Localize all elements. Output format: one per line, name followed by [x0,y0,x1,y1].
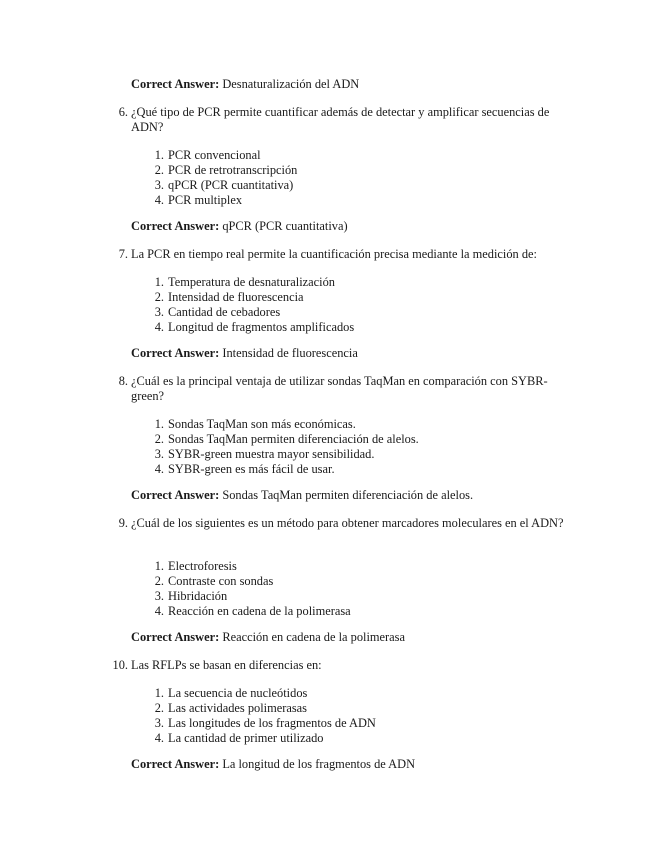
option-number: 1. [154,686,164,700]
option-text: Cantidad de cebadores [168,305,281,319]
answer-label: Correct Answer: [131,346,220,360]
question-text: ¿Qué tipo de PCR permite cuantificar además de detectar y amplificar secuencias de ADN? [131,105,550,134]
question-8 [100,374,570,404]
option-item [148,193,297,208]
option-text: Las longitudes de los fragmentos de ADN [168,716,376,730]
option-item [148,574,351,589]
option-text: Intensidad de fluorescencia [168,290,304,304]
option-text: Sondas TaqMan son más económicas. [168,417,356,431]
question-text: ¿Cuál es la principal ventaja de utilizar sondas TaqMan en comparación con SYBR-green? [131,374,548,403]
correct-answer-prev [131,77,359,92]
option-number: 4. [154,193,164,207]
option-item [148,417,419,432]
option-number: 2. [154,701,164,715]
option-number: 3. [154,716,164,730]
option-number: 2. [154,432,164,446]
question-7 [100,247,570,262]
option-number: 1. [154,275,164,289]
option-text: Longitud de fragmentos amplificados [168,320,355,334]
option-number: 4. [154,462,164,476]
answer-text: La longitud de los fragmentos de ADN [222,757,416,771]
option-text: qPCR (PCR cuantitativa) [168,178,294,192]
option-item [148,275,354,290]
option-item [148,559,351,574]
answer-text: Reacción en cadena de la polimerasa [222,630,405,644]
option-number: 1. [154,148,164,162]
option-item [148,701,376,716]
option-number: 4. [154,320,164,334]
option-number: 2. [154,163,164,177]
question-text: La PCR en tiempo real permite la cuantificación precisa mediante la medición de: [131,247,537,261]
option-text: Sondas TaqMan permiten diferenciación de alelos. [168,432,419,446]
question-number: 8. [118,374,128,388]
answer-text: Sondas TaqMan permiten diferenciación de alelos. [222,488,474,502]
answer-label: Correct Answer: [131,488,220,502]
answer-text: qPCR (PCR cuantitativa) [222,219,348,233]
question-number: 9. [118,516,128,530]
option-item [148,716,376,731]
correct-answer-9 [131,630,405,645]
answer-text: Intensidad de fluorescencia [222,346,358,360]
option-text: SYBR-green muestra mayor sensibilidad. [168,447,375,461]
question-text: ¿Cuál de los siguientes es un método para obtener marcadores moleculares en el ADN? [131,516,564,530]
option-number: 1. [154,417,164,431]
option-item [148,320,354,335]
option-number: 4. [154,604,164,618]
option-item [148,604,351,619]
option-number: 2. [154,574,164,588]
option-item [148,447,419,462]
correct-answer-7 [131,346,358,361]
option-text: Hibridación [168,589,228,603]
option-text: PCR de retrotranscripción [168,163,298,177]
answer-label: Correct Answer: [131,757,220,771]
option-item [148,432,419,447]
option-item [148,589,351,604]
question-9 [100,516,570,531]
question-text: Las RFLPs se basan en diferencias en: [131,658,322,672]
answer-text: Desnaturalización del ADN [222,77,360,91]
option-number: 4. [154,731,164,745]
option-item [148,462,419,477]
options-list-9 [148,559,351,619]
option-text: SYBR-green es más fácil de usar. [168,462,335,476]
correct-answer-10 [131,757,415,772]
option-number: 3. [154,589,164,603]
option-item [148,148,297,163]
option-item [148,163,297,178]
question-6 [100,105,570,135]
options-list-10 [148,686,376,746]
question-number: 7. [118,247,128,261]
option-text: La secuencia de nucleótidos [168,686,308,700]
options-list-7 [148,275,354,335]
option-number: 3. [154,447,164,461]
option-text: Contraste con sondas [168,574,274,588]
options-list-8 [148,417,419,477]
option-number: 1. [154,559,164,573]
option-text: Temperatura de desnaturalización [168,275,336,289]
answer-label: Correct Answer: [131,630,220,644]
option-number: 3. [154,305,164,319]
option-item [148,686,376,701]
option-number: 3. [154,178,164,192]
option-item [148,178,297,193]
option-text: Las actividades polimerasas [168,701,308,715]
option-text: PCR convencional [168,148,261,162]
option-item [148,305,354,320]
answer-label: Correct Answer: [131,77,220,91]
option-number: 2. [154,290,164,304]
correct-answer-6 [131,219,348,234]
options-list-6 [148,148,297,208]
question-number: 10. [112,658,128,672]
question-10 [100,658,570,673]
option-text: Electroforesis [168,559,237,573]
option-text: La cantidad de primer utilizado [168,731,324,745]
option-text: PCR multiplex [168,193,243,207]
option-item [148,290,354,305]
correct-answer-8 [131,488,473,503]
option-text: Reacción en cadena de la polimerasa [168,604,351,618]
question-number: 6. [118,105,128,119]
answer-label: Correct Answer: [131,219,220,233]
option-item [148,731,376,746]
